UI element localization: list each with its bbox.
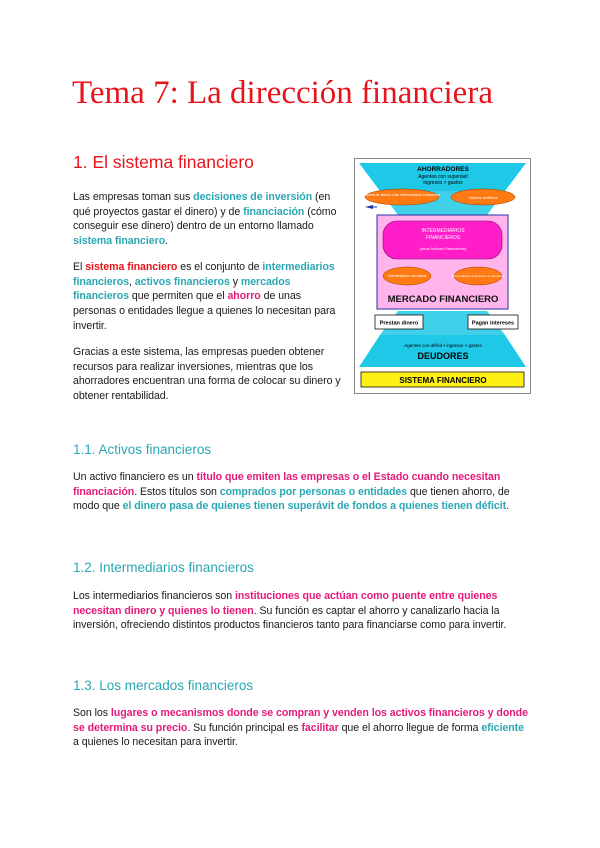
paragraph-decisiones — [73, 190, 345, 249]
diagram-prestan: Prestan dinero — [379, 320, 419, 327]
paragraph-text: . Estos títulos son — [134, 485, 220, 498]
paragraph-text: que permiten que el — [128, 290, 228, 303]
paragraph-text: . Su función es captar el ahorro y canalizarlo hacia la inversión, ofreciendo distintos productos financieros tanto para financiarse como para invertir. — [73, 604, 507, 632]
highlighted-term: título que emiten las empresas o el Estado cuando necesitan financiación — [73, 471, 501, 498]
diagram-pagan: Pagan intereses — [471, 320, 515, 327]
diagram-mercado: MERCADO FINANCIERO — [387, 294, 499, 305]
sistema-financiero-diagram — [354, 158, 531, 394]
highlighted-term: eficiente — [481, 721, 524, 734]
highlighted-term: instituciones que actúan como puente entre quienes necesitan dinero y quienes lo tienen — [73, 590, 498, 617]
highlighted-term: facilitar — [301, 721, 339, 734]
diagram-graphic — [355, 159, 530, 393]
arrow-left — [365, 205, 373, 209]
diagram-ahorradores-sub2: ingresos > gastos — [423, 180, 463, 186]
highlighted-term: ahorro — [227, 290, 261, 303]
paragraph-definicion-sistema — [73, 260, 345, 334]
section-title-mercados: 1.3. Los mercados financieros — [73, 678, 254, 693]
paragraph-text: . Su función principal es — [187, 721, 302, 734]
page-title: Tema 7: La dirección financiera — [72, 75, 493, 111]
paragraph-text: Gracias a este sistema, las empresas pueden obtener recursos para realizar inversiones, mientras que los ahorradores encuentran una forma de colocar su dinero y obtener rentabilidad. — [73, 346, 341, 403]
section-title-intermediarios: 1.2. Intermediarios financieros — [73, 560, 254, 575]
paragraph-text: Los intermediarios financieros son — [73, 590, 235, 602]
highlighted-term: el dinero pasa de quienes tienen superávit de fondos a quienes tienen déficit — [122, 500, 507, 513]
paragraph-text: (en qué proyectos gastar el dinero) y de — [73, 191, 331, 218]
paragraph-gracias-sistema — [73, 345, 343, 404]
paragraph-text: . — [506, 500, 510, 513]
highlighted-term: financiación — [243, 205, 305, 218]
diagram-intermediarios-sub: (unos Activos Financieros) — [419, 246, 467, 251]
section-title-sistema-financiero: 1. El sistema financiero — [73, 152, 254, 172]
paragraph-text: , — [128, 275, 135, 288]
paragraph-text: es el conjunto de — [177, 261, 263, 273]
paragraph-text: a quienes lo necesitan para invertir. — [73, 736, 238, 749]
highlighted-term: sistema financiero — [85, 261, 178, 273]
paragraph-text: y — [229, 275, 241, 288]
paragraph-activos — [73, 470, 531, 514]
highlighted-term: comprados por personas o entidades — [219, 485, 408, 498]
paragraph-text: El — [73, 261, 86, 273]
highlighted-term: intermediarios financieros — [73, 261, 335, 288]
libreta-oval — [365, 189, 439, 205]
paragraph-text: Son los — [73, 707, 111, 719]
paragraph-mercados — [73, 706, 531, 750]
highlighted-term: sistema financiero — [73, 235, 166, 248]
paragraph-text: . — [165, 235, 169, 248]
diagram-intermediarios2: FINANCIEROS — [425, 235, 461, 241]
section-title-activos: 1.1. Activos financieros — [73, 442, 212, 457]
paragraph-text: que el ahorro llegue de forma — [338, 721, 482, 734]
paragraph-intermediarios — [73, 589, 531, 633]
highlighted-term: decisiones de inversión — [193, 191, 313, 203]
highlighted-term: activos financieros — [134, 275, 230, 288]
paragraph-text: que tienen ahorro, de modo que — [73, 485, 510, 513]
highlighted-term: mercados financieros — [73, 275, 291, 303]
diagram-box-right2: Intermediarios financieros no bancarios — [451, 274, 505, 278]
paragraph-text: Las empresas toman sus — [73, 191, 194, 203]
paragraph-text: (cómo conseguir ese dinero) dentro de un entorno llamado — [73, 205, 337, 233]
diagram-intermediarios: INTERMEDIARIOS — [421, 228, 465, 234]
paragraph-text: de unas personas o entidades llegue a quienes lo necesitan para invertir. — [73, 290, 336, 332]
diagram-box-left: Libreta de ahorro o las intermediarios financieros — [364, 193, 440, 197]
diagram-deudores: DEUDORES — [417, 351, 469, 361]
diagram-ahorradores: AHORRADORES — [417, 166, 469, 173]
highlighted-term: lugares o mecanismos donde se compran y venden los activos financieros y donde se determina su precio — [73, 707, 528, 734]
diagram-box-left2: Intermediarios bancarios — [387, 274, 427, 278]
diagram-box-right: Valores emitidos — [468, 195, 498, 200]
diagram-sistema: SISTEMA FINANCIERO — [399, 376, 487, 385]
paragraph-text: Un activo financiero es un — [73, 471, 197, 483]
diagram-ahorradores-sub1: Agentes con superávit — [418, 174, 468, 180]
diagram-deudores-sub: Agentes con déficit • ingresos < gastos — [404, 343, 482, 348]
